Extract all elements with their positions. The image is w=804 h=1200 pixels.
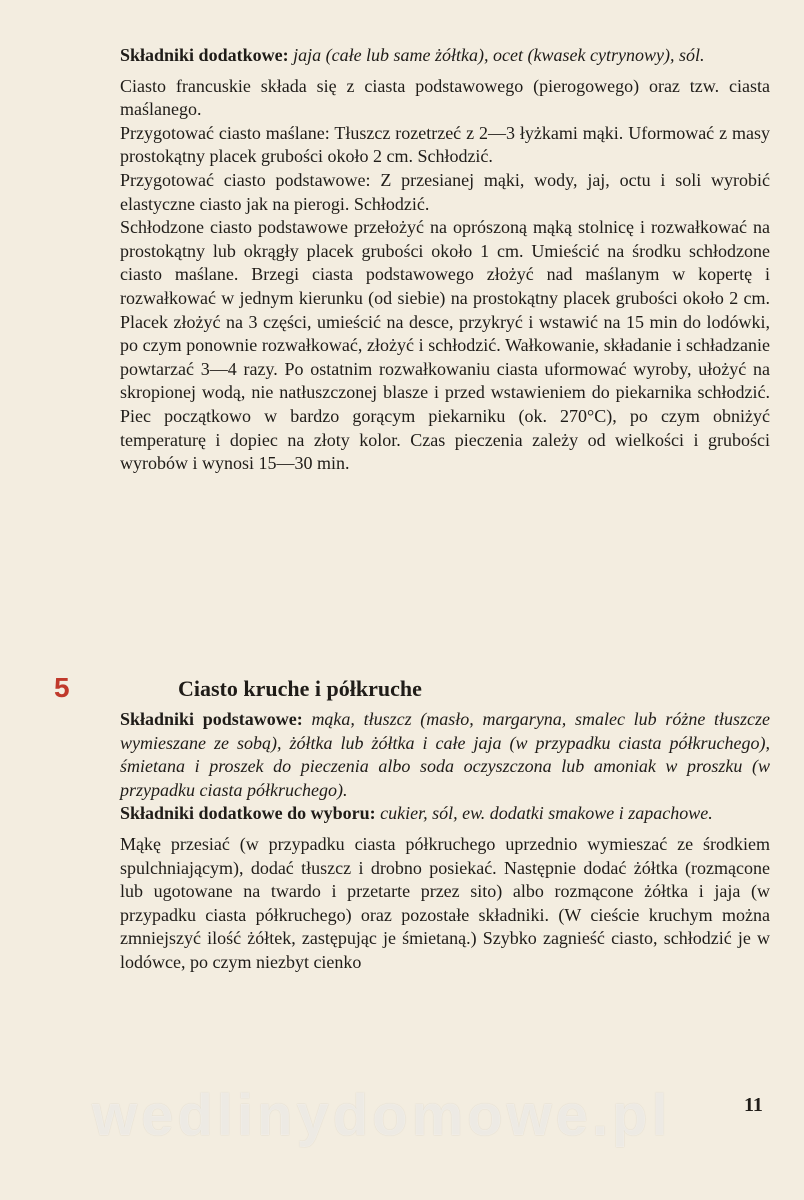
basic-ingredients — [120, 708, 770, 802]
page-number: 11 — [744, 1094, 763, 1116]
basic-ingredients-label: Składniki podstawowe: — [120, 709, 303, 729]
section-number: 5 — [54, 672, 70, 703]
basic-ingredients-text: mąka, tłuszcz (masło, margaryna, smalec lub różne tłuszcze wymieszane ze sobą), żółtka lub żółtka i całe jaja (w przypadku ciasta półkruchego), śmietana i proszek do pieczenia albo soda oczyszczona lub amoniak w proszku (w przypadku ciasta półkruchego). — [120, 709, 771, 800]
paragraph: Schłodzone ciasto podstawowe przełożyć na oprószoną mąką stolnicę i rozwałkować na prostokątny lub okrągły placek grubości około 1 cm. Umieścić na środku schłodzone ciasto maślane. Brzegi ciasta podstawowego złożyć nad maślanym w kopertę i rozwałkować w jednym kierunku (od siebie) na prostokątny placek grubości około 2 cm. Placek złożyć na 3 części, umieścić na desce, przykryć i wstawić na 15 min do lodówki, po czym ponownie rozwałkować, złożyć i schłodzić. Wałkowanie, składanie i schładzanie powtarzać 3—4 razy. Po ostatnim rozwałkowaniu ciasta uformować wyroby, ułożyć na skropionej wodą, nie natłuszczonej blasze i przed wstawieniem do piekarnika schłodzić. Piec początkowo w bardzo gorącym piekarniku (ok. 270°C), po czym obniżyć temperaturę i dopiec na złoty kolor. Czas pieczenia zależy od wielkości i grubości wyrobów i wynosi 15—30 min. — [120, 217, 770, 474]
additional-ingredients-text: jaja (całe lub same żółtka), ocet (kwasek cytrynowy), sól. — [293, 45, 705, 65]
preparation-paragraph: Mąkę przesiać (w przypadku ciasta półkruchego uprzednio wymieszać ze środkiem spulchniającym), dodać tłuszcz i drobno posiekać. Następnie dodać żółtka (rozmącone lub ugotowane na twardo i przetarte przez sito) albo rozmącone żółtka i jaja (w przypadku ciasta półkruchego) oraz pozostałe składniki. (W cieście kruchym można zmniejszyć ilość żółtek, zastępując je śmietaną.) Szybko zagnieść ciasto, schłodzić je w lodówce, po czym niezbyt cienko — [120, 833, 770, 972]
shortcrust-section-body — [120, 708, 770, 975]
optional-ingredients-label: Składniki dodatkowe do wyboru: — [120, 803, 376, 824]
section-title: Ciasto kruche i półkruche — [178, 676, 422, 701]
french-pastry-continuation — [120, 44, 770, 476]
paragraph: Przygotować ciasto maślane: Tłuszcz rozetrzeć z 2—3 łyżkami mąki. Uformować z masy prostokątny placek grubości około 2 cm. Schłodzić. — [120, 122, 770, 167]
paragraph: Przygotować ciasto podstawowe: Z przesianej mąki, wody, jaj, octu i soli wyrobić elastyczne ciasto jak na pierogi. Schłodzić. — [120, 169, 770, 214]
watermark: wedlinydomowe.pl — [92, 1083, 672, 1148]
additional-ingredients — [120, 44, 770, 68]
optional-ingredients-text: cukier, sól, ew. dodatki smakowe i zapachowe. — [380, 803, 713, 824]
paragraph: Ciasto francuskie składa się z ciasta podstawowego (pierogowego) oraz tzw. ciasta maślanego. — [120, 75, 770, 120]
additional-ingredients-label: Składniki dodatkowe: — [120, 45, 289, 65]
optional-ingredients — [120, 802, 770, 826]
